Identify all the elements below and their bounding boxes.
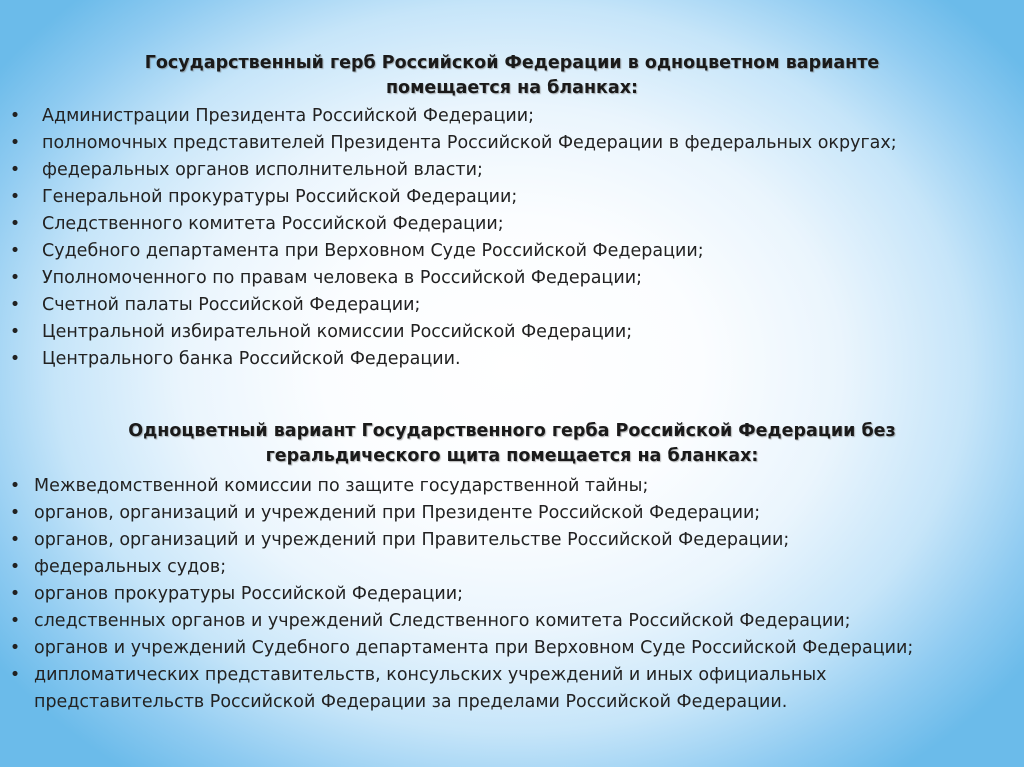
list-item-text: органов прокуратуры Российской Федерации; xyxy=(34,584,463,604)
list-item xyxy=(8,662,988,716)
bullet-icon: • xyxy=(9,133,21,153)
list-item xyxy=(8,635,988,662)
list-item xyxy=(8,554,988,581)
list-item-text: Администрации Президента Российской Федерации; xyxy=(42,106,534,126)
list-item-text: Центральной избирательной комиссии Российской Федерации; xyxy=(42,322,633,342)
bullet-icon: • xyxy=(9,476,21,496)
bullet-icon: • xyxy=(9,295,21,315)
bullet-icon: • xyxy=(9,557,21,577)
section2-list xyxy=(8,473,988,716)
bullet-icon: • xyxy=(9,584,21,604)
list-item-text: полномочных представителей Президента Российской Федерации в федеральных округах; xyxy=(42,133,897,153)
list-item-text: федеральных судов; xyxy=(34,557,227,577)
section1-list xyxy=(8,103,938,373)
bullet-icon: • xyxy=(9,665,21,685)
list-item xyxy=(8,157,938,184)
list-item xyxy=(8,184,938,211)
bullet-icon: • xyxy=(9,160,21,180)
list-item-text: органов, организаций и учреждений при Президенте Российской Федерации; xyxy=(34,503,761,523)
list-item-text: органов и учреждений Судебного департамента при Верховном Суде Российской Федерации; xyxy=(34,638,914,658)
section1-heading xyxy=(0,51,1024,101)
list-item xyxy=(8,473,988,500)
list-item xyxy=(8,130,938,157)
list-item xyxy=(8,346,938,373)
bullet-icon: • xyxy=(9,611,21,631)
list-item-text: федеральных органов исполнительной власти; xyxy=(42,160,483,180)
list-item-text: Генеральной прокуратуры Российской Федерации; xyxy=(42,187,518,207)
list-item-text: Счетной палаты Российской Федерации; xyxy=(42,295,421,315)
section2-heading-line1: Одноцветный вариант Государственного герба Российской Федерации без xyxy=(128,421,896,441)
section1-heading-line1: Государственный герб Российской Федерации в одноцветном варианте xyxy=(144,53,880,73)
bullet-icon: • xyxy=(9,214,21,234)
bullet-icon: • xyxy=(9,503,21,523)
list-item-text: Центрального банка Российской Федерации. xyxy=(42,349,461,369)
list-item-text: дипломатических представительств, консульских учреждений и иных официальных представительств Российской Федерации за пределами Российской Федерации. xyxy=(34,665,827,712)
bullet-icon: • xyxy=(9,187,21,207)
list-item xyxy=(8,211,938,238)
bullet-icon: • xyxy=(9,241,21,261)
list-item xyxy=(8,527,988,554)
list-item xyxy=(8,292,938,319)
section2-heading xyxy=(0,419,1024,469)
list-item-text: органов, организаций и учреждений при Правительстве Российской Федерации; xyxy=(34,530,790,550)
list-item xyxy=(8,265,938,292)
list-item xyxy=(8,238,938,265)
bullet-icon: • xyxy=(9,268,21,288)
list-item-text: Судебного департамента при Верховном Суде Российской Федерации; xyxy=(42,241,704,261)
section2-heading-line2: геральдического щита помещается на бланках: xyxy=(265,446,759,466)
bullet-icon: • xyxy=(9,530,21,550)
list-item xyxy=(8,608,988,635)
list-item-text: Межведомственной комиссии по защите государственной тайны; xyxy=(34,476,649,496)
list-item xyxy=(8,319,938,346)
list-item-text: Следственного комитета Российской Федерации; xyxy=(42,214,504,234)
list-item xyxy=(8,581,988,608)
section1-heading-line2: помещается на бланках: xyxy=(385,78,639,98)
bullet-icon: • xyxy=(9,349,21,369)
bullet-icon: • xyxy=(9,638,21,658)
list-item-text: Уполномоченного по правам человека в Российской Федерации; xyxy=(42,268,642,288)
bullet-icon: • xyxy=(9,106,21,126)
list-item xyxy=(8,500,988,527)
list-item xyxy=(8,103,938,130)
list-item-text: следственных органов и учреждений Следственного комитета Российской Федерации; xyxy=(34,611,851,631)
bullet-icon: • xyxy=(9,322,21,342)
